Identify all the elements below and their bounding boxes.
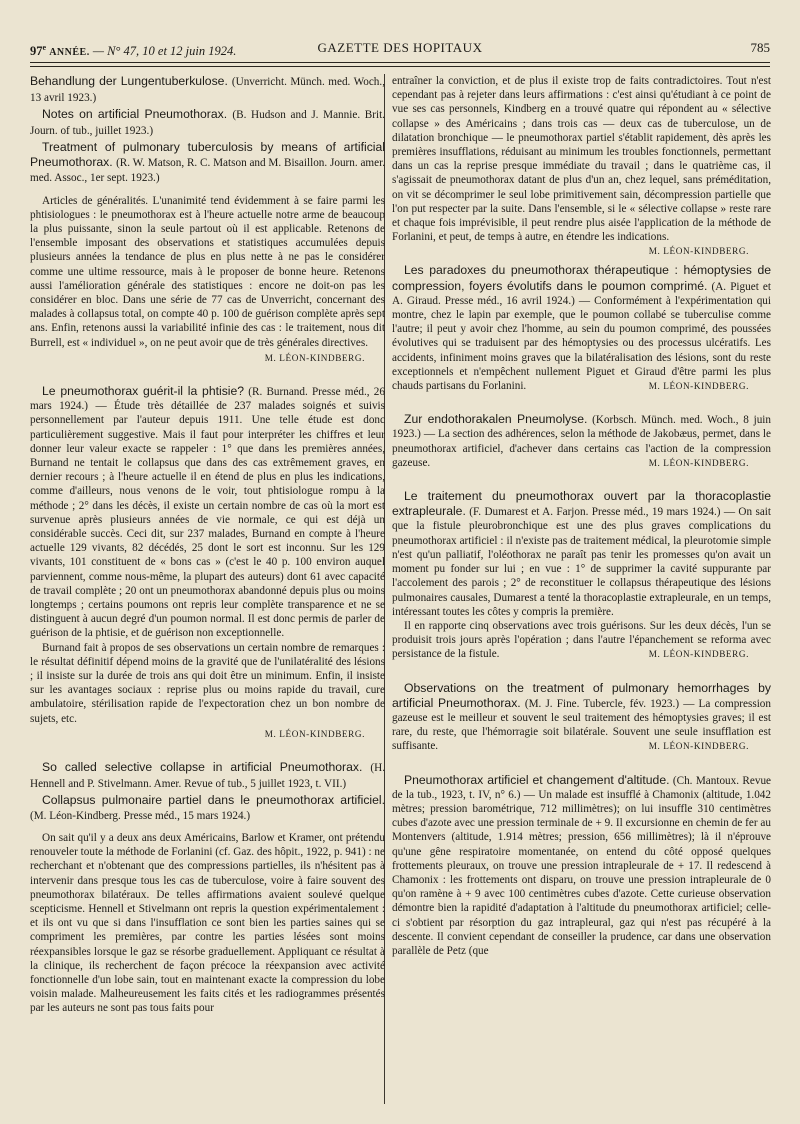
signature: M. LÉON-KINDBERG. [648,457,749,468]
article [392,412,771,470]
article-body: — On sait que la fistule pleurobronchique est une des plus graves complications du pneumothorax artificiel : il n'existe pas de traitement médical, la pleurotomie simple n'est qu'un palliatif, l'oléothorax ne paraît pas tenir les promesses qu'on avait un moment pu fonder sur lui ; en vue : 1° de supprimer la cavité suppurante par l'accolement des parois ; 2° de reconstituer le collapsus thérapeutique des lésions pulmonaires causales, Dumarest a tenté la thoracoplastie extrapleurale, en un temps, intéressant toutes les côtes y compris la première. [392,506,772,618]
article [392,489,771,661]
signature: M. LÉON-KINDBERG. [264,352,365,363]
article-title: Collapsus pulmonaire partiel dans le pneumothorax artificiel. [42,793,385,808]
running-header [30,38,770,58]
journal-title: GAZETTE DES HOPITAUX [317,40,483,55]
article-source: (Unverricht. Münch. med. Woch., 13 avril 1923.) [30,76,385,104]
page-number: 785 [750,40,770,55]
article-title: Pneumothorax artificiel et changement d'altitude. [404,772,670,787]
article [30,793,385,1016]
article [30,384,385,741]
article-title: Observations on the treatment of pulmonary hemorrhages by artificial Pneumothorax. [392,680,771,710]
article [392,263,771,393]
signature: M. LÉON-KINDBERG. [648,649,749,660]
article-source: (H. Hennell and P. Stivelmann. Amer. Revue of tub., 5 juillet 1923, t. VII.) [30,762,385,790]
signature: M. LÉON-KINDBERG. [648,741,749,752]
article-body: — Un malade est insufflé à Chamonix (altitude, 1.042 mètres; pression barométrique, 712 millimètres); on lui insuffle 310 centimètres cubes d'azote avec une pression terminale de + 9. Il excursionne en chemin de fer au Montenvers (altitude, 1.914 mètres; pression, 656 millimètres); là il n'éprouve qu'une gêne respiratoire momentanée, on entend du côté opposé quelques frottements pleuraux, on trouve une pression intrapleurale de + 17. Il redescend à Chamonix : les frottements ont disparu, on trouve une pression intrapleurale de 0 qu'on ramène à + 9 avec 100 centimètres cubes d'azote. Cette curieuse observation démontre bien la rapidité d'adaptation à l'altitude du pneumothorax artificiel; celle-ci s'obtient par résorption du gaz intrapleural, gaz qui n'est pas récupéré à la descente. Il convient cependant de conseiller la prudence, car dans une observation parallèle de Petz (que [392,788,771,957]
issue-line: 97e ANNÉE. — N° 47, 10 et 12 juin 1924. [30,43,237,59]
article-body: — Étude très détaillée de 237 malades soignés et suivis personnellement par l'auteur depuis 1911. Une telle étude est donc particulièrement suggestive. Mais il faut pour interpréter les chiffres et leur donner leur valeur exacte se rappeler : 1° que dans les premières années, Burnand ne tentait le collapsus que dans des cas extrêmement graves, en dernier recours ; à l'heure actuelle il en étend de plus en plus les indications, comme d'ailleurs, nous venons de le voir, tout phtisiologue rompu à la méthode ; 2° dans les décès, il existe un certain nombre de cas où la mort est survenue après plusieurs années de vie normale, ce qui est déjà un considérable succès. Ceci dit, sur 237 malades, Burnand en compte à l'heure actuelle 129 vivants, 82 décédés, 25 dont le sort est inconnu. Sur les 129 vivants, 101 constituent de « bons cas » (c'est le 40 p. 100 environ auquel parviennent, comme nous-même, la plupart des auteurs) dont 61 avec capacité de travail complète ; 20 ont un pneumothorax abandonné depuis plus ou moins longtemps ; certains poumons ont repris leur complète transparence et ne se distinguent à aucun degré d'un poumon normal. Il est donc permis de parler de guérison de la phtisie, et de guérison non exceptionnelle. [30,400,385,640]
article-source: (M. J. Fine. Tubercle, fév. 1923.) [524,697,680,710]
article-continuation [392,74,771,257]
signature: M. LÉON-KINDBERG. [648,381,749,392]
article-source: (R. W. Matson, R. C. Matson and M. Bisaillon. Journ. amer. med. Assoc., 1er sept. 1923.) [30,156,385,184]
right-column [386,74,771,967]
signature: M. LÉON-KINDBERG. [648,246,749,257]
left-column [30,74,385,1025]
article-heading [30,760,385,791]
article-body: Burnand fait à propos de ses observations un certain nombre de remarques : le résultat définitif dépend moins de la gravité que de l'unilatéralité des lésions ; il insiste sur la durée de trois ans qui doit être un minimum. Enfin, il insiste sur les avantages sociaux : reprise plus ou moins rapide du travail, cure ambulatoire, stérilisation rapide de l'expectoration chez un bon nombre de sujets, etc. [30,641,385,725]
article-body: — La compression gazeuse est le meilleur et souvent le seul traitement des hémoptysies graves; il est rare, du reste, que l'hémorragie soit bilatérale. Souvent une seule insufflation est suffisante. [392,697,771,753]
article-body: On sait qu'il y a deux ans deux Américains, Barlow et Kramer, ont prétendu renouveler toute la méthode de Forlanini (cf. Gaz. des hôpit., 1922, p. 941) : ne recherchant et n'obtenant que des compressions partielles, ils n'hésitent pas à intervenir dans presque tous les cas de tuberculose, voire à faire souvent des pneumothorax bilatéraux. De telles affirmations avaient soulevé quelque scepticisme. Hennell et Stivelmann ont repris la question expérimentalement : et ils ont vu que si dans l'insufflation ce sont bien les parties saines qui se compriment les premières, par contre les parties lésées sont moins réexpansibles lorsque le gaz se résorbe graduellement. Appliquant ce résultat à la clinique, ils recherchent de façon précoce la réexpansion avec activité fonctionnelle d'un lobe sain, tout en maintenant exacte la compression du lobe voisin malade. Malheureusement les faits cités et les radiogrammes présentés par les auteurs ne sont pas tous faits pour [30,832,385,1015]
article-title: Le pneumothorax guérit-il la phtisie? [42,383,245,398]
article-title: Les paradoxes du pneumothorax thérapeutique : hémoptysies de compression, foyers évolutifs dans le poumon comprimé. [392,263,771,293]
article-body: Il en rapporte cinq observations avec trois guérisons. Sur les deux décès, l'un se produisit trois jours après l'opération ; dans l'autre l'épanchement se reforma avec persistance de la fistule. [392,619,771,661]
article [392,681,771,754]
article-title: So called selective collapse in artificial Pneumothorax. [42,760,363,775]
article-source: (Korbsch. Münch. med. Woch., 8 juin 1923.) [392,414,771,441]
article-source: (M. Léon-Kindberg. Presse méd., 15 mars 1924.) [30,809,251,822]
article-source: (R. Burnand. Presse méd., 26 mars 1924.) [30,385,385,413]
article-title: Le traitement du pneumothorax ouvert par la thoracoplastie extrapleurale. [392,489,771,519]
article [30,140,385,365]
signature: M. LÉON-KINDBERG. [264,728,365,739]
article-heading [30,107,385,138]
article-source: (A. Piguet et A. Giraud. Presse méd., 16 avril 1924.) [392,280,771,307]
article-body: — Conformément à l'expérimentation qui montre, chez le lapin par exemple, que le poumon collabé se tuberculise comme l'autre; il peut y avoir chez l'homme, au sein du poumon comprimé, des poussées évolutives qui se traduisent par des hémoptysies ou des processus ulcératifs. Les accidents, infiniment moins graves que la bilatéralisation des lésions, sont du reste exceptionnels et n'empêchent nullement Piguet et Giraud d'être parmi les plus chauds partisans du Forlanini. [392,294,771,393]
article-title: Notes on artificial Pneumothorax. [42,107,228,121]
article-source: (B. Hudson and J. Mannie. Brit. Journ. of tub., juillet 1923.) [30,109,385,137]
article-heading [30,74,385,105]
article-title: Zur endothorakalen Pneumolyse. [404,412,588,427]
header-rule [30,62,770,63]
article-title: Behandlung der Lungentuberkulose. [30,74,228,88]
article-body: entraîner la conviction, et de plus il existe trop de faits contradictoires. Tout n'est cependant pas à rejeter dans leurs affirmations : c'est ainsi qu'étudiant à ce point de vue ses cas personnels, Kindberg en a trouvé quatre qui répondent au « sélective collapse » des Américains ; dans trois cas — deux cas de tuberculose, un de dilatation bronchique — le pneumothorax partiel s'établit rapidement, dès après les premières insufflations, réduisant au minimum les troubles fonctionnels, permettant dans un cas la reprise presque immédiate du travail ; dans le quatrième cas, il s'agissait de pneumothorax datant de plus d'un an, chez lequel, sans préméditation, on vit se décomprimer le seul lobe primitivement sain, décompression partielle que l'on put respecter par la suite. Dans l'ensemble, si le « sélective collapse » reste rare et chaque fois imprévisible, il peut rendre plus aisée l'application de la méthode de Forlanini, et peut, de temps à autre, en étendre les indications. [392,75,771,244]
article-source: (Ch. Mantoux. Revue de la tub., 1923, t. IV, n° 6.) [392,774,772,801]
article-source: (F. Dumarest et A. Farjon. Presse méd., 19 mars 1924.) [469,506,721,519]
article-body: — La section des adhérences, selon la méthode de Jakobæus, permet, dans le pneumothorax artificiel, d'achever dans certains cas l'action de la compression gazeuse. [392,428,772,469]
article-title: Treatment of pulmonary tuberculosis by means of artificial Pneumothorax. [30,140,385,169]
header-rule-thin [30,66,770,67]
article [392,773,771,959]
article-body: Articles de généralités. L'unanimité tend évidemment à se faire parmi les phtisiologues : le pneumothorax est à l'heure actuelle notre arme de beaucoup la plus puissante, sinon la seule partout où il est applicable. Retenons de l'ensemble imposant des observations et statistiques accumulées depuis plusieurs années la tendance de plus en plus nette à ne pas le considérer comme une ultime ressource, mais à le proposer de bonne heure. Retenons aussi l'amélioration générale des statistiques : encore ne doit-on pas les considérer en bloc. Dans une série de 77 cas de Unverricht, concernant des malades à collapsus total, on compte 40 p. 100 de guérison complète après sept ans. Enfin, retenons aussi la variabilité infinie des cas : le traitement, nous dit Burrell, est « individuel », on ne peut avoir que de très générales directives. [30,194,385,349]
